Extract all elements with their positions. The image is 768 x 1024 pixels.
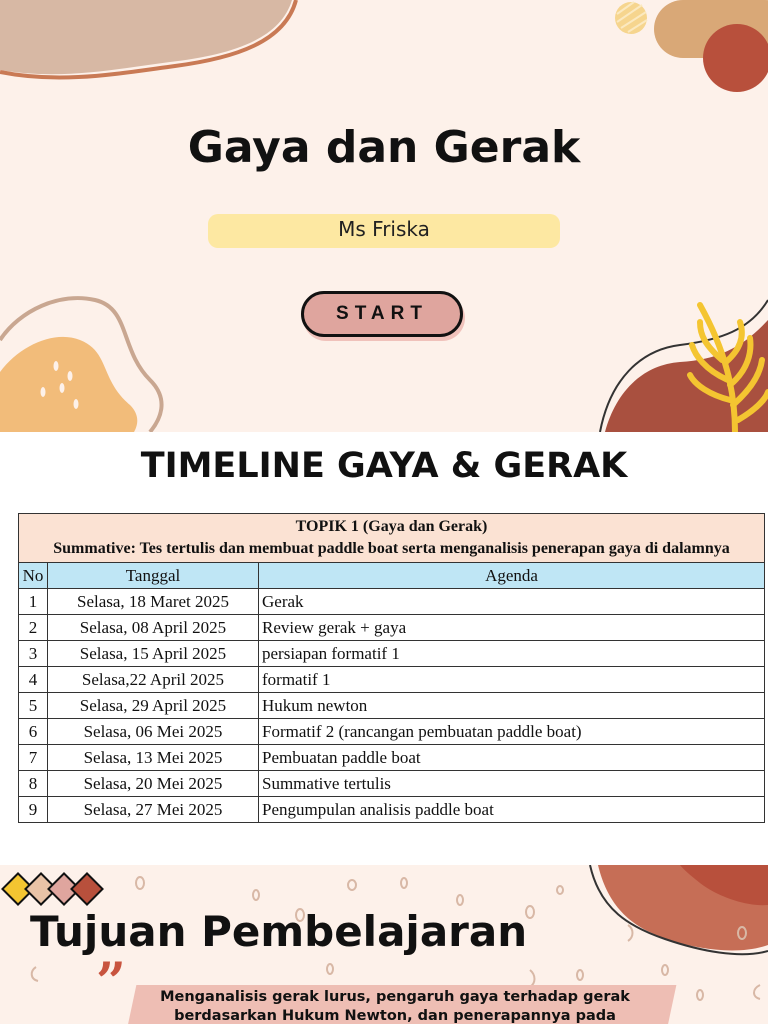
row-date: Selasa, 13 Mei 2025 — [48, 745, 259, 771]
timeline-table — [18, 513, 765, 823]
top-right-circle — [703, 24, 768, 92]
top-left-blob — [0, 0, 292, 74]
row-no: 2 — [19, 615, 48, 641]
presentation-title: Gaya dan Gerak — [187, 122, 581, 173]
column-header-no: No — [19, 563, 48, 589]
table-row — [19, 693, 765, 719]
row-date: Selasa, 18 Maret 2025 — [48, 589, 259, 615]
row-no: 6 — [19, 719, 48, 745]
title-slide — [0, 0, 768, 432]
row-date: Selasa, 08 April 2025 — [48, 615, 259, 641]
learning-goals-title: Tujuan Pembelajaran — [30, 907, 528, 956]
goal-line-1: Menganalisis gerak lurus, pengaruh gaya terhadap gerak — [160, 989, 630, 1005]
row-no: 4 — [19, 667, 48, 693]
row-date: Selasa, 27 Mei 2025 — [48, 797, 259, 823]
row-no: 3 — [19, 641, 48, 667]
column-header-agenda: Agenda — [259, 563, 765, 589]
column-header-date: Tanggal — [48, 563, 259, 589]
row-agenda: formatif 1 — [259, 667, 765, 693]
table-row — [19, 589, 765, 615]
row-no: 5 — [19, 693, 48, 719]
row-no: 1 — [19, 589, 48, 615]
table-row — [19, 771, 765, 797]
row-agenda: Gerak — [259, 589, 765, 615]
row-no: 7 — [19, 745, 48, 771]
presenter-name: Ms Friska — [208, 214, 560, 248]
row-agenda: Review gerak + gaya — [259, 615, 765, 641]
summative-line: Summative: Tes tertulis dan membuat paddle boat serta menganalisis penerapan gaya di dalamnya — [53, 540, 730, 557]
table-row — [19, 615, 765, 641]
bottom-left-blob — [0, 337, 137, 432]
table-row — [19, 641, 765, 667]
row-date: Selasa,22 April 2025 — [48, 667, 259, 693]
topic-header-row — [19, 514, 765, 563]
goal-line-2: berdasarkan Hukum Newton, dan penerapannya pada — [174, 1008, 616, 1024]
timeline-slide — [0, 432, 768, 865]
table-row — [19, 667, 765, 693]
table-row — [19, 719, 765, 745]
row-no: 8 — [19, 771, 48, 797]
learning-goal-text — [140, 988, 650, 1024]
quote-icon: ” — [96, 952, 126, 1013]
row-date: Selasa, 29 April 2025 — [48, 693, 259, 719]
learning-goals-slide — [0, 865, 768, 1024]
topic-header-cell — [19, 514, 765, 563]
row-agenda: Pembuatan paddle boat — [259, 745, 765, 771]
diamond-icons — [2, 873, 102, 904]
table-row — [19, 745, 765, 771]
row-no: 9 — [19, 797, 48, 823]
row-agenda: Formatif 2 (rancangan pembuatan paddle boat) — [259, 719, 765, 745]
row-agenda: persiapan formatif 1 — [259, 641, 765, 667]
timeline-title: TIMELINE GAYA & GERAK — [140, 446, 628, 486]
row-agenda: Hukum newton — [259, 693, 765, 719]
start-button[interactable]: START — [301, 291, 463, 337]
row-agenda: Summative tertulis — [259, 771, 765, 797]
table-row — [19, 797, 765, 823]
column-header-row — [19, 563, 765, 589]
row-date: Selasa, 20 Mei 2025 — [48, 771, 259, 797]
topic-header: TOPIK 1 (Gaya dan Gerak) — [295, 518, 488, 535]
row-date: Selasa, 15 April 2025 — [48, 641, 259, 667]
row-agenda: Pengumpulan analisis paddle boat — [259, 797, 765, 823]
row-date: Selasa, 06 Mei 2025 — [48, 719, 259, 745]
